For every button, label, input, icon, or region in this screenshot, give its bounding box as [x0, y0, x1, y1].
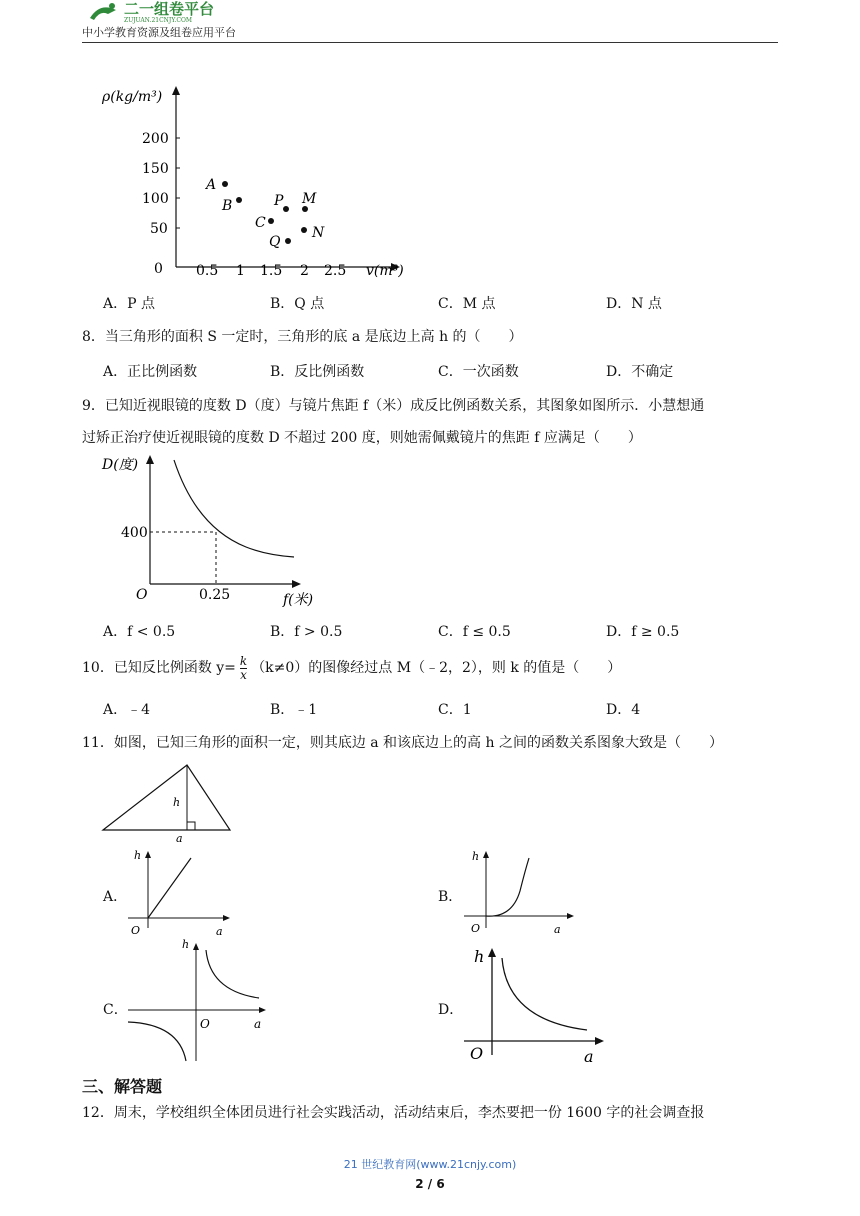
- fig7-ylabel: ρ(kg/m³): [102, 89, 163, 105]
- point-m-label: M: [302, 191, 317, 207]
- graph-d-o: O: [470, 1044, 484, 1063]
- q11-option-b[interactable]: B．: [438, 889, 463, 905]
- graph-b-a: a: [554, 923, 561, 936]
- fig7-ytick: 100: [142, 191, 169, 207]
- fig7-xtick: 1.5: [260, 263, 283, 279]
- q9-stem-line1: 9．已知近视眼镜的度数 D（度）与镜片焦距 f（米）成反比例函数关系，其图象如图所示．小慧想通: [82, 398, 705, 414]
- fig7-ytick: 50: [150, 221, 168, 237]
- graph-c-o: O: [200, 1017, 210, 1031]
- point-c-label: C: [255, 215, 266, 231]
- point-c: [268, 218, 274, 224]
- page-number: 2 / 6: [415, 1177, 445, 1191]
- q11-option-d[interactable]: D．: [438, 1002, 464, 1018]
- q11-graph-a: [126, 846, 236, 942]
- q11-option-c[interactable]: C．: [103, 1002, 128, 1018]
- q9-ylabel: D(度): [102, 457, 139, 473]
- q9-xtick: 0.25: [199, 587, 231, 603]
- graph-d-h: h: [474, 947, 485, 966]
- q9-origin: O: [136, 587, 148, 603]
- section-title: 三、解答题: [82, 1077, 163, 1096]
- point-q-label: Q: [269, 234, 281, 250]
- q10-stem: [82, 654, 621, 682]
- q10-fraction: [240, 655, 247, 682]
- point-p-label: P: [274, 193, 284, 209]
- point-n-label: N: [312, 225, 325, 241]
- q9-ytick: 400: [121, 525, 148, 541]
- header-subtitle: 中小学教育资源及组卷应用平台: [82, 26, 236, 39]
- triangle-a-label: a: [176, 832, 183, 845]
- q11-graph-b: [462, 846, 582, 942]
- footer-site-link[interactable]: 21 世纪教育网(www.21cnjy.com): [343, 1158, 517, 1171]
- q10-frac-den: x: [240, 667, 247, 682]
- q9-stem-line2: 过矫正治疗使近视眼镜的度数 D 不超过 200 度，则她需佩戴镜片的焦距 f 应满足（ ）: [82, 430, 642, 446]
- q10-option-a[interactable]: A．﹣4: [103, 702, 151, 718]
- q7-option-d[interactable]: D．N 点: [606, 296, 662, 312]
- q7-scatter-figure: [96, 82, 426, 286]
- q10-option-b[interactable]: B．﹣1: [270, 702, 318, 718]
- fig7-xtick: 2: [300, 263, 309, 279]
- q10-option-d[interactable]: D．4: [606, 702, 641, 718]
- q7-option-c[interactable]: C．M 点: [438, 296, 496, 312]
- q10-frac-num: k: [239, 653, 248, 668]
- fig7-xtick: 2.5: [324, 263, 347, 279]
- triangle-h-label: h: [173, 796, 181, 809]
- logo-text: 二一组卷平台: [124, 0, 215, 18]
- point-a-label: A: [206, 177, 217, 193]
- fig7-xtick: 1: [236, 263, 245, 279]
- q10-stem-pre: 10．已知反比例函数 y=: [82, 660, 236, 676]
- graph-a-o: O: [131, 924, 141, 937]
- q9-curve: [174, 460, 294, 557]
- q8-option-d[interactable]: D．不确定: [606, 364, 674, 380]
- q11-triangle-figure: [100, 760, 240, 849]
- graph-b-h: h: [472, 850, 480, 863]
- q9-option-b[interactable]: B．f > 0.5: [270, 624, 343, 640]
- q7-option-b[interactable]: B．Q 点: [270, 296, 325, 312]
- point-p: [283, 206, 289, 212]
- q11-graph-d: [462, 940, 612, 1072]
- q10-option-c[interactable]: C．1: [438, 702, 472, 718]
- site-logo: [86, 0, 276, 24]
- graph-c-h: h: [182, 938, 190, 951]
- fig7-xlabel: v(m³): [366, 263, 404, 279]
- q11-stem: 11．如图，已知三角形的面积一定，则其底边 a 和该底边上的高 h 之间的函数关系图象大致是（ ）: [82, 735, 723, 751]
- graph-c-a: a: [254, 1017, 262, 1031]
- graph-a-a: a: [216, 925, 223, 938]
- q9-option-a[interactable]: A．f < 0.5: [103, 624, 176, 640]
- fig7-ytick: 150: [142, 161, 169, 177]
- q12-stem: 12．周末，学校组织全体团员进行社会实践活动，活动结束后，李杰要把一份 1600 字的社会调查报: [82, 1105, 705, 1121]
- fig7-origin: 0: [154, 261, 163, 277]
- q10-stem-post: （k≠0）的图像经过点 M（﹣2，2），则 k 的值是（ ）: [251, 660, 622, 676]
- graph-a-h: h: [134, 849, 142, 862]
- q9-option-d[interactable]: D．f ≥ 0.5: [606, 624, 680, 640]
- q8-option-b[interactable]: B．反比例函数: [270, 364, 365, 380]
- point-b-label: B: [222, 198, 233, 214]
- graph-b-o: O: [471, 922, 481, 935]
- point-n: [301, 227, 307, 233]
- logo-sub: ZUJUAN.21CNJY.COM: [124, 17, 193, 24]
- header-divider: [82, 42, 778, 43]
- point-q: [285, 238, 291, 244]
- fig7-xtick: 0.5: [196, 263, 219, 279]
- point-b: [236, 197, 242, 203]
- q9-xlabel: f(米): [283, 592, 314, 608]
- q9-option-c[interactable]: C．f ≤ 0.5: [438, 624, 511, 640]
- q8-option-a[interactable]: A．正比例函数: [103, 364, 198, 380]
- q11-graph-c: [124, 936, 274, 1070]
- fig7-ytick: 200: [142, 131, 169, 147]
- q7-option-a[interactable]: A．P 点: [103, 296, 155, 312]
- point-a: [222, 181, 228, 187]
- graph-d-a: a: [584, 1047, 594, 1066]
- q9-graph: [96, 452, 326, 616]
- q11-option-a[interactable]: A．: [103, 889, 128, 905]
- q8-stem: 8．当三角形的面积 S 一定时，三角形的底 a 是底边上高 h 的（ ）: [82, 329, 523, 345]
- q8-option-c[interactable]: C．一次函数: [438, 364, 519, 380]
